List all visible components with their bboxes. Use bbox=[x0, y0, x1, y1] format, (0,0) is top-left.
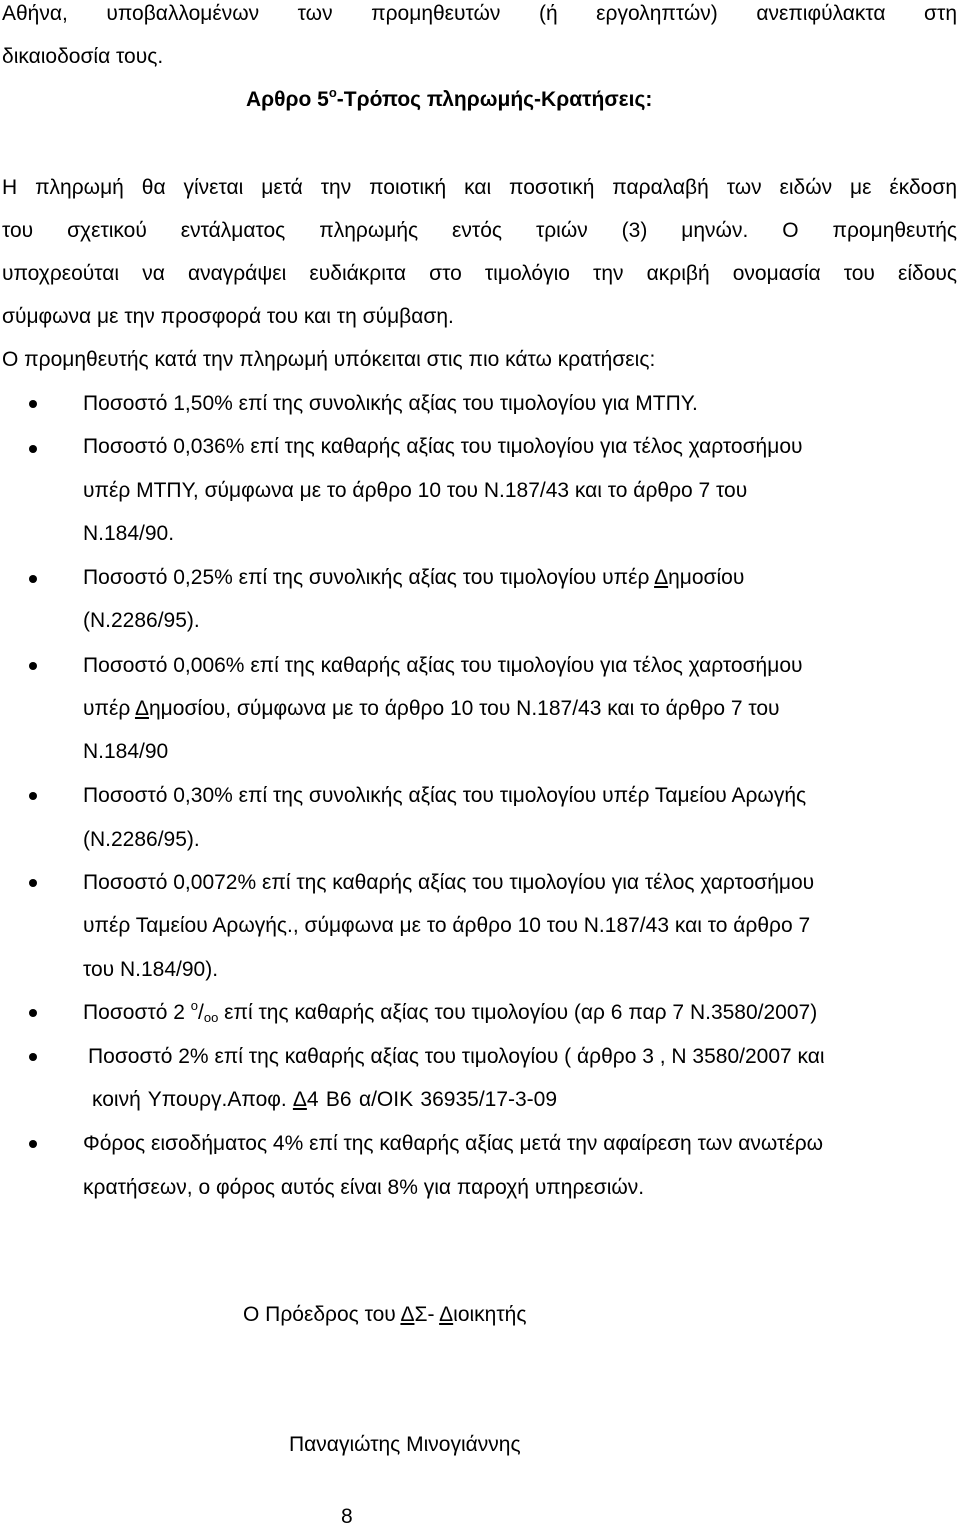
heading-suffix: -Τρόπος πληρωμής-Κρατήσεις: bbox=[336, 88, 653, 111]
paragraph-line-3: υποχρεούται να αναγράψει ευδιάκριτα στο τιμολόγιο την ακριβή ονομασία του είδους bbox=[2, 262, 957, 285]
intro-line-1: Αθήνα, υποβαλλομένων των προμηθευτών (ή εργοληπτών) ανεπιφύλακτα στη bbox=[2, 2, 957, 25]
bullet-marker bbox=[29, 400, 37, 408]
paragraph-line-4: σύμφωνα με την προσφορά του και τη σύμβαση. bbox=[2, 305, 454, 328]
deduction-item-5-line-1: Ποσοστό 0,30% επί της συνολικής αξίας του τιμολογίου υπέρ Ταμείου Αρωγής bbox=[83, 784, 807, 807]
article-heading bbox=[246, 85, 653, 111]
signature-title-u1: Δ bbox=[400, 1303, 415, 1326]
deduction-item-2-line-3: Ν.184/90. bbox=[83, 522, 175, 545]
deduction-item-8-line-1: Ποσοστό 2% επί της καθαρής αξίας του τιμολογίου ( άρθρο 3 , Ν 3580/2007 και bbox=[88, 1045, 825, 1068]
deduction-item-3-line-2: (Ν.2286/95). bbox=[83, 609, 200, 632]
deduction-item-6-line-3: του Ν.184/90). bbox=[83, 958, 219, 981]
bullet-marker bbox=[29, 445, 37, 453]
deduction-item-4-line-1: Ποσοστό 0,006% επί της καθαρής αξίας του τιμολογίου για τέλος χαρτοσήμου bbox=[83, 654, 803, 677]
deduction-item-4-line-2 bbox=[83, 698, 780, 719]
deduction-item-1: Ποσοστό 1,50% επί της συνολικής αξίας του τιμολογίου για ΜΤΠΥ. bbox=[83, 392, 698, 415]
paragraph-line-1: Η πληρωμή θα γίνεται μετά την ποιοτική και ποσοτική παραλαβή των ειδών με έκδοση bbox=[2, 176, 957, 199]
deduction-item-2-line-2: υπέρ ΜΤΠΥ, σύμφωνα με το άρθρο 10 του Ν.187/43 και το άρθρο 7 του bbox=[83, 479, 748, 502]
deduction-item-4-line-3: Ν.184/90 bbox=[83, 740, 169, 763]
item-7-sub: οο bbox=[203, 1010, 219, 1025]
deduction-item-9-line-1: Φόρος εισοδήματος 4% επί της καθαρής αξίας μετά την αφαίρεση των ανωτέρω bbox=[83, 1132, 824, 1155]
paragraph-line-2: του σχετικού εντάλματος πληρωμής εντός τριών (3) μηνών. Ο προμηθευτής bbox=[2, 219, 957, 242]
deduction-item-6-line-2: υπέρ Ταμείου Αρωγής., σύμφωνα με το άρθρο 10 του Ν.187/43 και το άρθρο 7 bbox=[83, 914, 811, 937]
item-7-prefix: Ποσοστό 2 bbox=[83, 1001, 191, 1024]
signature-title bbox=[243, 1304, 526, 1325]
item-7-slash: / bbox=[198, 1001, 204, 1024]
signature-title-b: Σ- bbox=[414, 1303, 440, 1326]
item-4-text: υπέρ bbox=[83, 697, 135, 720]
item-4-underlined-letter: Δ bbox=[134, 697, 149, 720]
signature-title-u2: Δ bbox=[439, 1303, 454, 1326]
deduction-item-7 bbox=[83, 998, 818, 1025]
heading-sup: ο bbox=[328, 85, 337, 100]
item-4-text-end: ημοσίου, σύμφωνα με το άρθρο 10 του Ν.187/43 και το άρθρο 7 του bbox=[149, 697, 780, 720]
item-8-underlined-letter: Δ bbox=[292, 1088, 307, 1111]
intro-line-2: δικαιοδοσία τους. bbox=[2, 45, 164, 68]
item-7-suffix: επί της καθαρής αξίας του τιμολογίου (αρ 6 παρ 7 Ν.3580/2007) bbox=[218, 1001, 818, 1024]
item-7-sup: ο bbox=[190, 998, 199, 1013]
deduction-item-8-line-2 bbox=[92, 1089, 557, 1110]
heading-prefix: Αρθρο 5 bbox=[246, 88, 329, 111]
item-3-text: Ποσοστό 0,25% επί της συνολικής αξίας του τιμολογίου υπέρ bbox=[83, 566, 655, 589]
deduction-item-6-line-1: Ποσοστό 0,0072% επί της καθαρής αξίας του τιμολογίου για τέλος χαρτοσήμου bbox=[83, 871, 815, 894]
item-3-underlined-letter: Δ bbox=[654, 566, 669, 589]
bullet-marker bbox=[29, 1009, 37, 1017]
page-number: 8 bbox=[341, 1505, 353, 1528]
bullet-marker bbox=[29, 879, 37, 887]
bullet-marker bbox=[29, 1140, 37, 1148]
deduction-item-3-line-1 bbox=[83, 567, 744, 588]
item-8-text: κοινή Υπουργ.Αποφ. bbox=[92, 1088, 293, 1111]
deduction-item-9-line-2: κρατήσεων, ο φόρος αυτός είναι 8% για παροχή υπηρεσιών. bbox=[83, 1176, 645, 1199]
item-3-text-end: ημοσίου bbox=[668, 566, 745, 589]
bullet-marker bbox=[29, 575, 37, 583]
signature-title-c: ιοικητής bbox=[453, 1303, 527, 1326]
paragraph-line-5: Ο προμηθευτής κατά την πληρωμή υπόκειται στις πιο κάτω κρατήσεις: bbox=[2, 348, 656, 371]
bullet-marker bbox=[29, 792, 37, 800]
bullet-marker bbox=[29, 1053, 37, 1061]
deduction-item-2-line-1: Ποσοστό 0,036% επί της καθαρής αξίας του τιμολογίου για τέλος χαρτοσήμου bbox=[83, 435, 803, 458]
item-8-text-end: 4 Β6 α/ΟΙΚ 36935/17-3-09 bbox=[306, 1088, 558, 1111]
bullet-marker bbox=[29, 662, 37, 670]
deduction-item-5-line-2: (Ν.2286/95). bbox=[83, 828, 200, 851]
signature-name: Παναγιώτης Μινογιάννης bbox=[289, 1433, 521, 1456]
signature-title-a: Ο Πρόεδρος του bbox=[243, 1303, 401, 1326]
